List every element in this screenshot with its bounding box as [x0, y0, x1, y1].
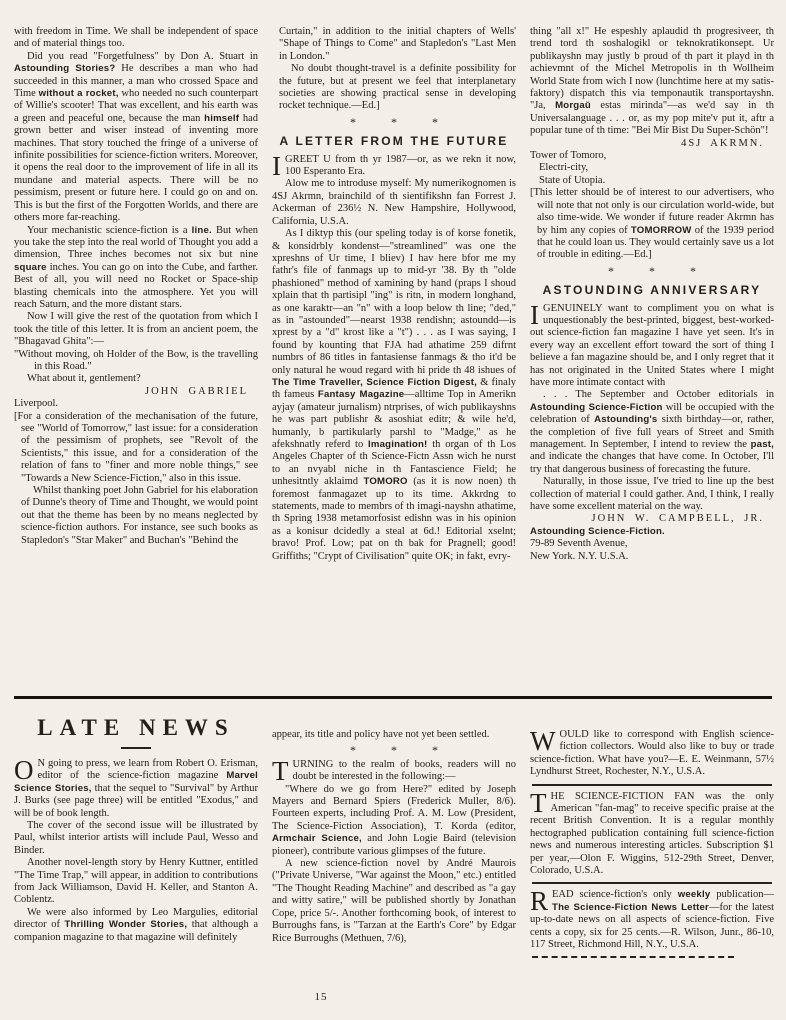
paragraph: Did you read "Forgetfulness" by Don A. Stuart in Astounding Stories? He describes a man who had succeeded in this manner, a man who crossed Space and Time without a rocket, who needed no such counterpart of Willie's scooter! That was excellent, and his earth was a green and peaceful one, because the man himself had grown better and wiser instead of inventing more machines. That story touched the fringe of a universe of infinite possibilities for science-fiction writers. Moreover, it opens the real door to the improvement of life in all its mundane and material aspects. There will be no pessimism, present or future here. I could go on and on. This is but the first of the Forgotten Worlds, and there are others more far-reaching. [14, 50, 259, 224]
paragraph: We were also informed by Leo Margulies, editorial director of Thrilling Wonder Stories, that although a companion magazine to that magazine will definitely [14, 906, 258, 943]
drop-cap: W [530, 726, 556, 756]
drop-cap: T [530, 787, 547, 818]
paragraph: Curtain," in addition to the initial chapters of Wells' "Shape of Things to Come" and Stapledon's "Last Men in London." [279, 26, 516, 62]
paragraph: State of Utopia. [539, 174, 606, 186]
stars-separator: * * * [350, 743, 438, 758]
section-heading: A LETTER FROM THE FUTURE [279, 134, 509, 149]
paragraph: appear, its title and policy have not yet been settled. [272, 729, 490, 740]
paragraph: What about it, gentlement? [27, 373, 141, 385]
paragraph: IGREET U from th yr 1987—or, as we rekn it now, 100 Esperanto Era. [272, 150, 516, 181]
stars-separator: * * * [608, 263, 696, 278]
ad-divider-rule [532, 882, 772, 884]
drop-cap: O [14, 755, 34, 785]
paragraph: . . . The September and October editorials in Astounding Science-Fiction will be occupied with the celebration of Astounding's sixth birthday—or, rather, the completion of five full years of Street and Smith management. In September, I intend to review the past, and indicate the changes that have come. In October, I'll try that dangerous business of forecasting the future. [530, 389, 774, 475]
section-heading: ASTOUNDING ANNIVERSARY [542, 283, 762, 298]
paragraph: with freedom in Time. We shall be independent of space and of material things too. [14, 26, 258, 50]
paragraph: Naturally, in those issue, I've tried to line up the best collection of material I could gather. And, I think, I really have some excellent material on the way. [530, 476, 774, 513]
paragraph: [This letter should be of interest to our advertisers, who will note that not only is our circulation world-wide, but also time-wide. We wonder if future reader Akrmn has by him any copies of TOMORROW of the 1939 period that he could loan us. They would certainly save us a lot of trouble in editing.—Ed.] [530, 187, 774, 261]
drop-cap: R [530, 886, 549, 917]
paragraph: Astounding Science-Fiction. [530, 525, 665, 537]
paragraph: TURNING to the realm of books, readers will no doubt be interested in the following:— [272, 755, 516, 786]
paragraph: 79-89 Seventh Avenue, [530, 538, 628, 550]
paragraph: No doubt thought-travel is a definite possibility for the future, but at present we feel that interplanetary societies are showing practical sense in developing rocket technique.—Ed.] [279, 63, 516, 112]
signature: JOHN W. CAMPBELL, JR. [591, 513, 764, 525]
paragraph: Another novel-length story by Henry Kuttner, entitled "The Time Trap," will appear, in addition to contributions from Jack Williamson, David H. Keller, and Stanton A. Coblentz. [14, 857, 258, 906]
paragraph: READ science-fiction's only weekly publication—The Science-Fiction News Letter—for the latest up-to-date news on all aspects of science-fiction. Five cents a copy, six for 25 cents.—R. Wilson, Junr., 86-10, 117 Street, Richmond Hill, N.Y., U.S.A. [530, 886, 774, 951]
ad-divider-rule [532, 956, 734, 958]
drop-cap: I [530, 299, 539, 330]
paragraph: New York. N.Y. U.S.A. [530, 550, 629, 562]
paragraph: "Without moving, oh Holder of the Bow, is the travelling in this Road." [14, 348, 258, 372]
paragraph: A new science-fiction novel by André Maurois ("Private Universe, "War against the Moon," etc.) entitled "The Thought Reading Machine" and described as "a gay and witty satire," will be published shortly by Jonathan Cope, price 5/-. Another forthcoming book, of interest to Burroughs fans, is "Tarzan at the Earth's Core" by Edgar Rice Burroughs (Methuen, 7/6), [272, 858, 516, 944]
title-underline-rule [121, 747, 151, 749]
paragraph: As I diktyp this (our speling today is of korse fonetik, & konsidrbly kondenst—"streamlined" was one the xpreshns of Ur time, I bliev) I hav here bfor me my fathr's file of fanmags up to mid-yr '38. By th "olde phashioned" method of xamining by hand (praps I shoud xplain that th partisipl "ing" is ritn, in modern longhand, as one karaktr—an "n" with a loop below th line; "ded," as in "astounded"—nearst 1938 rendishn; astoundd—is xprest by a "d" krost like a "t") . . . as I was saying, I found by kounting that FJA had athatime 259 difrnt numbrs of 86 titles in fantasiense fanmags & tho it'd be only natural he woud regard with hi pride th 48 ishues of The Time Traveller, Science Fiction Digest, & finaly th fameus Fantasy Magazine—alltime Top in Amerikn ayjay (amateur jurnalism) ntrprises, of wich publikayshns he was part publishr & asoshiat editr; & wile he'd, humanly, b partikularly parshl to "Madge," as he afekshnatly referd to Imagination! th organ of th Los Angeles Chapter of th Science-Fictn Assn wich he nurst to an nvyabl niche in th Fantascience Field; he unhesitntly aklaimd TOMORO (as it is now noen) th foremost fanmagazet up to its time. Akkrdng to statements, made to membrs of th imagi-nayshn athatime, th Spring 1938 metamorfosist edishn was in his opinion as a konisur dcidedly a steal at 6d.! Editorial xselnt; bravo! Prof. Low; pat on th bak for Pragnell; good! Griffiths; "Crypt of Civilisation" quite OK; in fakt, evry- [272, 228, 516, 562]
late-news-title: LATE NEWS [37, 715, 235, 740]
signature: 4SJ AKRMN. [681, 137, 764, 149]
late-news-column-2 [272, 711, 516, 999]
paragraph: Your mechanistic science-fiction is a line. But when you take the step into the real world of Thought you add a dimension, Three inches becomes not six but nine square inches. You can go on into the Cube, and farther. Best of all, you will need no Rocket or Space-ship blasting chemicals into the atmosphere. Yet you will reach Saturn, and the more distant stars. [14, 224, 258, 310]
stars-separator: * * * [350, 114, 438, 129]
section-divider-rule [14, 696, 772, 699]
paragraph: "Where do we go from Here?" edited by Joseph Mayers and Bernard Spiers (Frederick Muller, 8/6). Fourteen experts, including Prof. A. M. Low (President, The Science-Fiction Association), T. Korda (editor, Armchair Science, and John Logie Baird (television pioneer), contribute various glimpses of the future. [272, 783, 516, 857]
paragraph: thing "all x!" He espeshly aplaudid th progresiveer, th trend tord th soshalogikl or teknokratikonsept. Ur publikayshn may justly b proud of th part it playd in th achievmnt of the Michel Metropolis in th Wollheim World State from wich I now (lunchtime here at my satis-faktory) dispatch this via temponautik transportayshn. "Ja, Morgaŭ estas mirinda"—as we'd say in th Universalanguage . . . or, as my pop mite'v put it, aftr a popular tune of th time: "Bei Mir Bist Du Super-Schön"! [530, 26, 774, 137]
page-number: 15 [314, 991, 328, 1003]
drop-cap: I [272, 150, 281, 181]
paragraph: Tower of Tomoro, [530, 150, 607, 162]
paragraph: Electri-city, [539, 162, 589, 174]
top-column-2 [272, 26, 516, 690]
signature: JOHN GABRIEL [145, 385, 248, 397]
paragraph: Whilst thanking poet John Gabriel for his elaboration of Dunne's theory of Time and Thought, we would point out that the theme has been by no means neglected by science-fiction authors. For instance, see such books as Stapledon's "Star Maker" and Buchan's "Behind the [21, 485, 258, 546]
ad-divider-rule [532, 784, 772, 786]
paragraph: O N going to press, we learn from Robert O. Erisman, editor of the science-fiction magazine Marvel Science Stories, that the sequel to "Survival" by Arthur J. Burks (see page three) will be entitled "Exodus," and will be of book length. [14, 755, 258, 819]
late-news-column-3 [530, 711, 774, 999]
paragraph: Liverpool. [14, 398, 59, 410]
paragraph: The cover of the second issue will be illustrated by Paul, whilst interior artists will include Paul, Wesso and Binder. [14, 820, 258, 856]
paragraph: IGENUINELY want to compliment you on what is unquestionably the best-printed, biggest, best-worked-out science-fiction fan magazine I have yet seen. It's in every way an excellent effort toward the sort of thing I believe a fan magazine should be, and I only regret that it has not originated in the United States where I might have more intimate contact with [530, 299, 774, 388]
late-news-section [14, 711, 774, 999]
paragraph: [For a consideration of the mechanisation of the future, see "World of Tomorrow," last issue: for a consideration of the pessimism of prophets, see "Revolt of the Scientists," this issue, and for a consideration of the relation of fans to "finer and more noble things," see "Towards a New Science-Fiction," also in this issue. [14, 410, 258, 484]
late-news-column-1-body [14, 755, 258, 944]
paragraph: WOULD like to correspond with English science-fiction collectors. Would also like to buy or trade science-fiction. What have you?—E. E. Weinmann, 57½ Lyndhurst Street, Rochester, N.Y., U.S.A. [530, 726, 774, 778]
drop-cap: T [272, 755, 289, 786]
top-column-3 [530, 26, 774, 690]
top-section [14, 26, 774, 690]
late-news-column-1 [14, 711, 258, 999]
paragraph: Now I will give the rest of the quotation from which I took the title of this letter. It is from an ancient poem, the "Bhagavad Ghita":— [14, 311, 258, 348]
paragraph: THE SCIENCE-FICTION FAN was the only American "fan-mag" to receive specific praise at the recent British Convention. It is a regular monthly hectographed publication containing full science-fiction news and numerous interesting articles. Subscription $1 per year,—Olon F. Wiggins, 512-29th Street, Denver, Colorado, U.S.A. [530, 787, 774, 877]
paragraph: Alow me to introduse myself: My numerikognomen is 4SJ Akrmn, brainchild of th sientifikshn fan Forrest J. Ackerman of 236½ N. New Hampshire, Hollywood, California, U.S.A. [272, 178, 516, 227]
top-column-1 [14, 26, 258, 690]
